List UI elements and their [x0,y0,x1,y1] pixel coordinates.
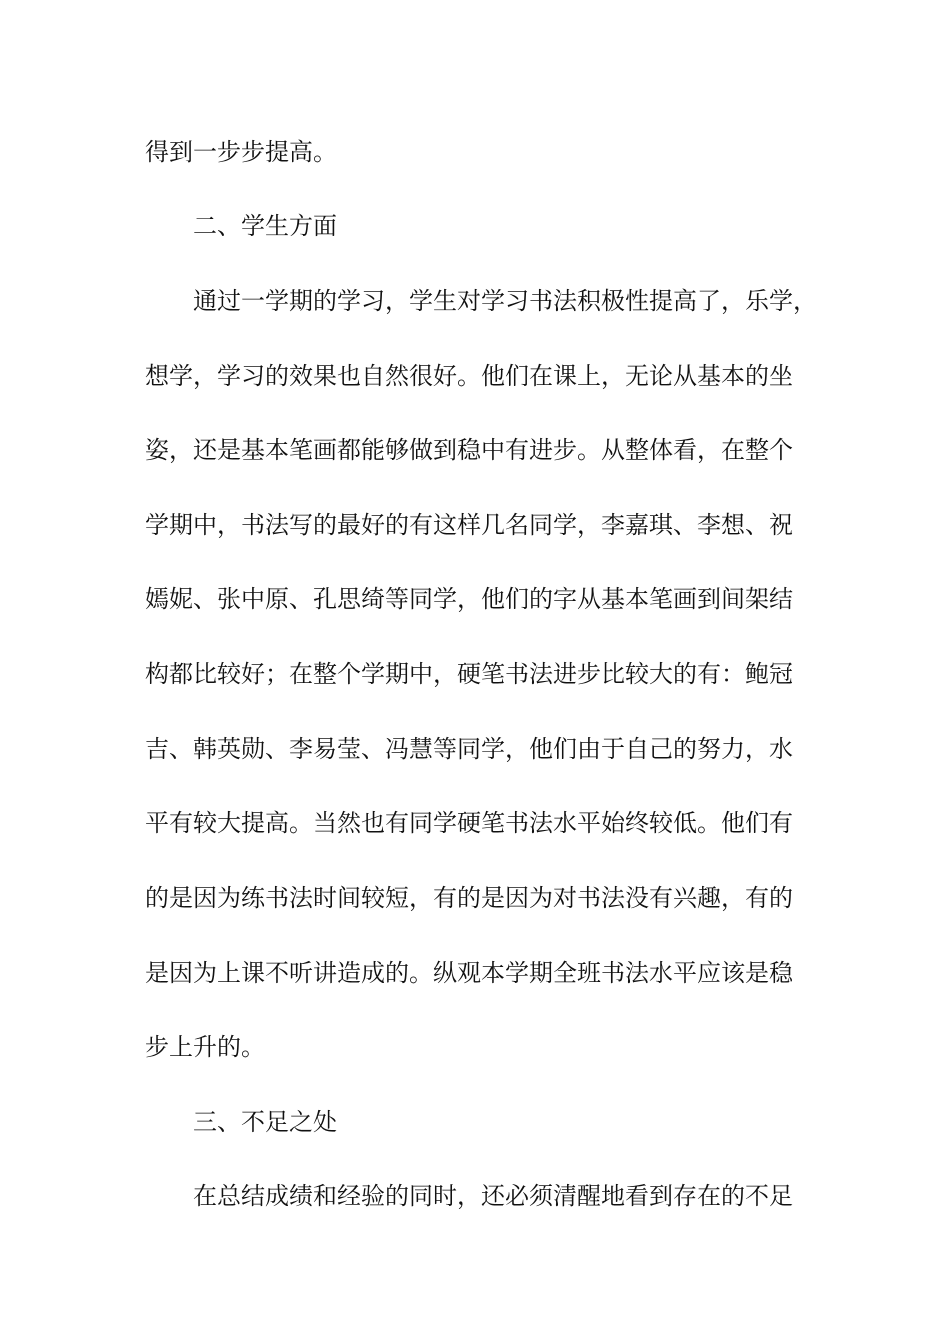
paragraph-line: 学期中，书法写的最好的有这样几名同学，李嘉琪、李想、祝 [145,511,793,539]
paragraph-line: 构都比较好；在整个学期中，硬笔书法进步比较大的有：鲍冠 [145,660,793,688]
paragraph-line: 在总结成绩和经验的同时，还必须清醒地看到存在的不足 [193,1182,793,1210]
paragraph-line: 步上升的。 [145,1033,265,1061]
paragraph-line: 吉、韩英勋、李易莹、冯慧等同学，他们由于自己的努力，水 [145,735,793,763]
paragraph-line: 嫣妮、张中原、孔思绮等同学，他们的字从基本笔画到间架结 [145,585,793,613]
paragraph-line: 的是因为练书法时间较短，有的是因为对书法没有兴趣，有的 [145,884,793,912]
paragraph-line: 是因为上课不听讲造成的。纵观本学期全班书法水平应该是稳 [145,959,793,987]
paragraph-line: 姿，还是基本笔画都能够做到稳中有进步。从整体看，在整个 [145,436,793,464]
paragraph-line: 通过一学期的学习，学生对学习书法积极性提高了，乐学， [193,287,817,315]
section-heading: 三、不足之处 [193,1108,337,1136]
paragraph-line: 得到一步步提高。 [145,138,337,166]
paragraph-line: 想学，学习的效果也自然很好。他们在课上，无论从基本的坐 [145,362,793,390]
section-heading: 二、学生方面 [193,212,337,240]
paragraph-line: 平有较大提高。当然也有同学硬笔书法水平始终较低。他们有 [145,809,793,837]
